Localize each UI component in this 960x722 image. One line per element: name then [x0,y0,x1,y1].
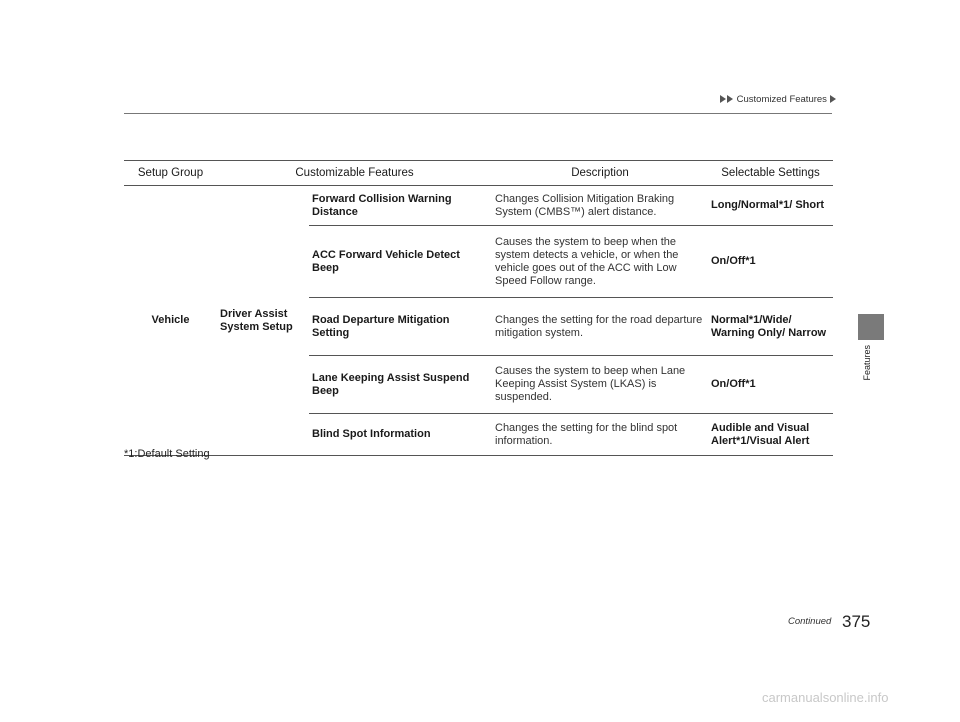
feature-cell: ACC Forward Vehicle Detect Beep [309,226,492,298]
feature-cell: Road Departure Mitigation Setting [309,298,492,356]
description-cell: Changes the setting for the blind spot information. [492,414,708,456]
col-header-setup-group: Setup Group [124,161,217,186]
page-number: 375 [842,612,871,631]
description-cell: Causes the system to beep when the system detects a vehicle, or when the vehicle goes out of the ACC with Low Speed Follow range. [492,226,708,298]
feature-cell: Blind Spot Information [309,414,492,456]
settings-cell [708,186,833,226]
settings-cell: On/Off*1 [708,226,833,298]
watermark: carmanualsonline.info [762,690,889,705]
table-row [124,186,833,226]
settings-text: Long/Normal*1/ Short [711,199,825,211]
section-tab-label: Features [862,345,872,381]
breadcrumb-label: Customized Features [736,94,827,105]
settings-cell: On/Off*1 [708,356,833,414]
arrow-icon [720,95,726,103]
subgroup-cell: Driver Assist System Setup [217,186,309,456]
settings-table [124,160,833,456]
arrow-icon [727,95,733,103]
footnote: *1:Default Setting [124,448,210,460]
settings-cell: Normal*1/Wide/ Warning Only/ Narrow [708,298,833,356]
continued-label: Continued [788,616,832,627]
section-tab [858,314,884,340]
description-cell: Changes Collision Mitigation Braking System (CMBS™) alert distance. [492,186,708,226]
header-rule [124,113,832,114]
description-cell: Causes the system to beep when Lane Keeping Assist System (LKAS) is suspended. [492,356,708,414]
description-cell: Changes the setting for the road departure mitigation system. [492,298,708,356]
arrow-icon [830,95,836,103]
breadcrumb [720,94,837,105]
settings-cell: Audible and Visual Alert*1/Visual Alert [708,414,833,456]
feature-cell: Forward Collision Warning Distance [309,186,492,226]
col-header-description: Description [492,161,708,186]
table-header-row [124,161,833,186]
feature-cell: Lane Keeping Assist Suspend Beep [309,356,492,414]
col-header-customizable-features: Customizable Features [217,161,492,186]
setup-group-cell: Vehicle [124,186,217,456]
col-header-selectable-settings: Selectable Settings [708,161,833,186]
